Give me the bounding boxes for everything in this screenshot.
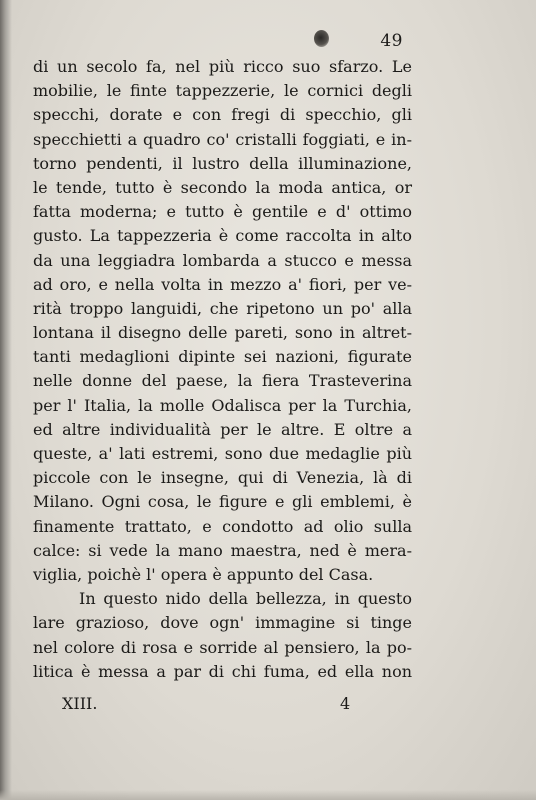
text-line: nelle donne del paese, la fiera Trasteverina bbox=[33, 371, 412, 391]
text-line: finamente trattato, e condotto ad olio sulla bbox=[33, 516, 412, 536]
page-edge bbox=[0, 790, 536, 800]
text-line: le tende, tutto è secondo la moda antica, or bbox=[33, 177, 412, 197]
text-line: queste, a' lati estremi, sono due medaglie più bbox=[33, 444, 412, 463]
gathering-number: 4 bbox=[340, 694, 351, 713]
text-line: litica è messa a par di chi fuma, ed ella non bbox=[33, 661, 412, 681]
text-line: lare grazioso, dove ogn' immagine si tinge bbox=[33, 613, 412, 633]
text-line: lontana il disegno delle pareti, sono in altret- bbox=[33, 323, 412, 343]
text-line: fatta moderna; e tutto è gentile e d' ottimo bbox=[33, 202, 412, 222]
text-line: specchi, dorate e con fregi di specchio, gli bbox=[33, 105, 412, 125]
text-line: mobilie, le finte tappezzerie, le cornici degli bbox=[33, 81, 412, 101]
ink-spot bbox=[314, 30, 329, 47]
page-number: 49 bbox=[380, 31, 403, 51]
text-line: torno pendenti, il lustro della illuminazione, bbox=[33, 153, 412, 173]
text-line: ed altre individualità per le altre. E oltre a bbox=[33, 419, 412, 439]
text-line: ad oro, e nella volta in mezzo a' fiori, per ve- bbox=[33, 274, 412, 294]
text-line: da una leggiadra lombarda a stucco e messa bbox=[33, 250, 412, 270]
text-line: calce: si vede la mano maestra, ned è mera- bbox=[33, 540, 412, 560]
text-line: specchietti a quadro co' cristalli foggiati, e in- bbox=[33, 129, 412, 149]
text-line: Milano. Ogni cosa, le figure e gli emblemi, è bbox=[33, 492, 412, 512]
text-line: di un secolo fa, nel più ricco suo sfarzo. Le bbox=[33, 57, 412, 76]
text-line: per l' Italia, la molle Odalisca per la Turchia, bbox=[33, 395, 412, 415]
text-line: gusto. La tappezzeria è come raccolta in alto bbox=[33, 226, 412, 246]
signature-mark: XIII. bbox=[62, 694, 98, 713]
text-line: tanti medaglioni dipinte sei nazioni, figurate bbox=[33, 347, 412, 367]
text-line: In questo nido della bellezza, in questo bbox=[79, 589, 412, 609]
text-line: viglia, poichè l' opera è appunto del Casa. bbox=[33, 564, 374, 584]
binding-shadow bbox=[0, 0, 12, 800]
text-line: rità troppo languidi, che ripetono un po' alla bbox=[33, 298, 412, 318]
text-line: piccole con le insegne, qui di Venezia, là di bbox=[33, 468, 412, 488]
text-line: nel colore di rosa e sorride al pensiero, la po- bbox=[33, 637, 412, 657]
body-text bbox=[33, 55, 412, 684]
